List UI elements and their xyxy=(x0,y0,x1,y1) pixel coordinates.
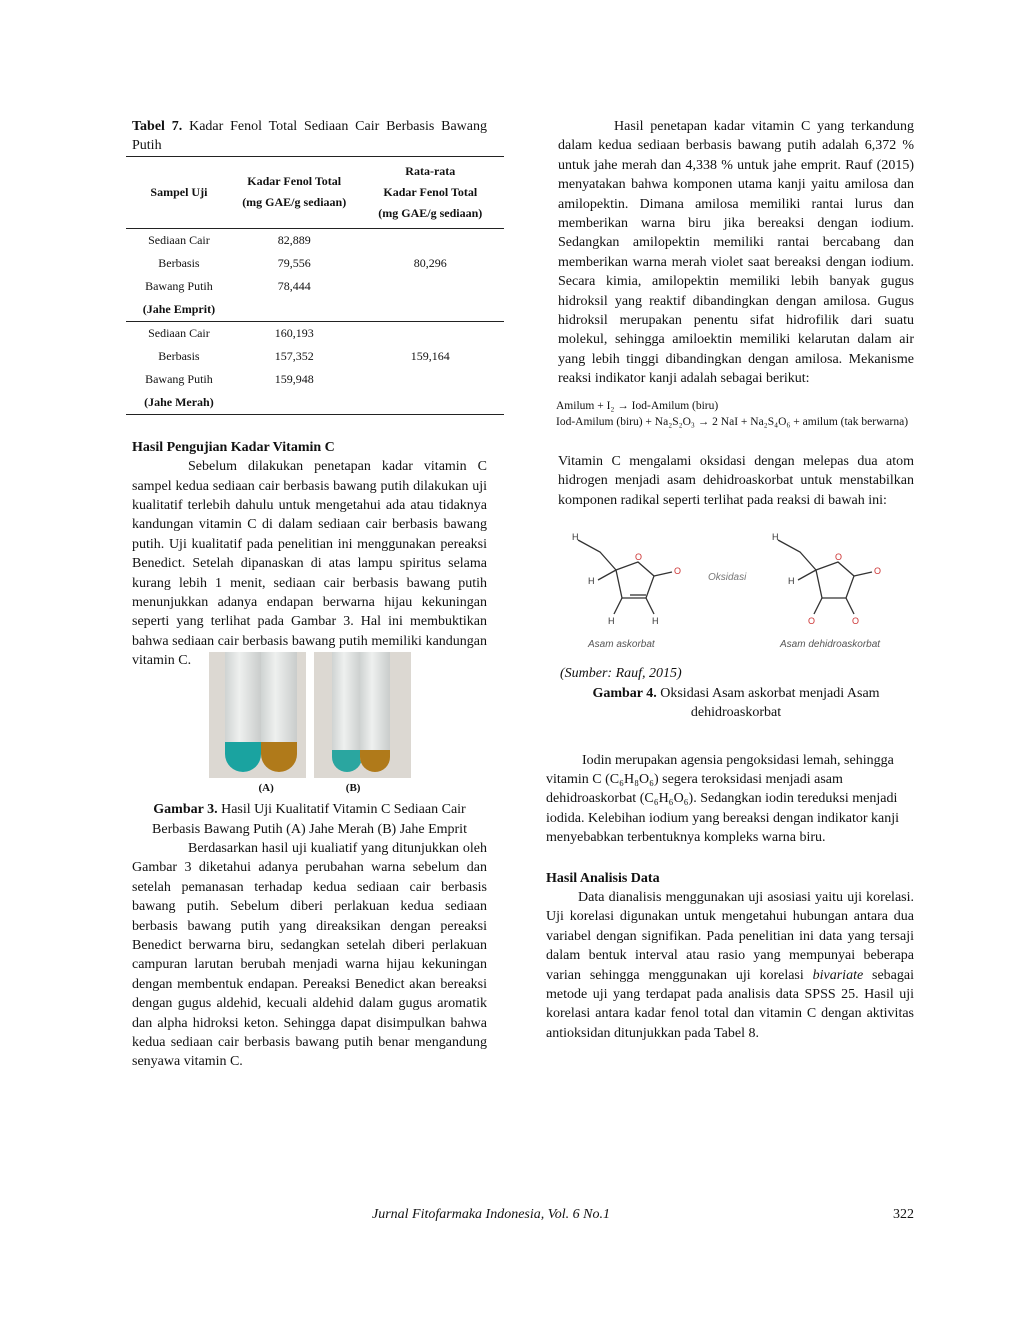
svg-text:O: O xyxy=(874,565,882,576)
header-fenol: Kadar Fenol Total (mg GAE/g sediaan) xyxy=(242,174,347,210)
photo-a-tubes-image xyxy=(209,652,306,778)
svg-text:H: H xyxy=(572,531,579,542)
paragraph: Hasil penetapan kadar vitamin C yang terkandung dalam kedua sediaan berbasis bawang putih adalah 6,372 % untuk jahe merah dan 4,338 % untuk jahe emprit. Rauf (2015) menyatakan bahwa komponen utama kanji yaitu amilosa dan amilopektin. Dimana amilosa memiliki rantai lurus dan memberikan warna biru jika bereaksi dengan iodium. Sedangkan amilopektin memiliki rantai bercabang dan memberikan warna merah violet saat bereaksi dengan iodium. Secara kimia, amilopektin memiliki lebih banyak gugus hidroksil yang reaktif dibandingkan dengan amilosa. Gugus hidroksil merupakan penentu sifat hidrofilik dari suatu molekul, sehingga amiloektin memiliki kelarutan dalam air yang lebih tinggi dibandingkan dengan amilosa. Mekanisme reaksi indikator kanji adalah sebagai berikut: xyxy=(558,119,914,387)
photo-b-tubes-image xyxy=(314,652,411,778)
header-sample: Sampel Uji xyxy=(150,184,208,199)
svg-text:O: O xyxy=(808,615,816,626)
ascorbic-label: Asam askorbat xyxy=(588,638,655,650)
table-row: (Jahe Emprit) xyxy=(126,298,504,322)
table-row: Berbasis 79,556 80,296 xyxy=(158,255,447,270)
svg-text:O: O xyxy=(852,615,860,626)
table-row: (Jahe Merah) xyxy=(126,391,504,415)
left-column xyxy=(132,117,487,1072)
svg-text:H: H xyxy=(608,615,615,626)
svg-text:H: H xyxy=(652,615,659,626)
oxidation-label: Oksidasi xyxy=(708,571,747,583)
paragraph: Sebelum dilakukan penetapan kadar vitamin C sampel kedua sediaan cair berbasis bawang putih dilakukan uji kualitatif terlebih dahulu untuk mengetahui ada atau tidaknya kandungan vitamin C di dalam sediaan cair berbasis bawang putih. Uji kualitatif pada penelitian ini menggunakan pereaksi Benedict. Setelah dipanaskan di atas lampu spiritus selama kurang lebih 1 menit, sediaan cair berbasis bawang putih menunjukkan adanya endapan berwarna hijau kekuningan seperti yang terlihat pada Gambar 3. Hal ini membuktikan bahwa sediaan cair berbasis bawang putih memiliki kandungan vitamin C. xyxy=(132,459,487,669)
table-row: Sediaan Cair 160,193 xyxy=(148,325,314,340)
svg-text:H: H xyxy=(788,575,795,586)
paragraph: Vitamin C mengalami oksidasi dengan melepas dua atom hidrogen menjadi asam dehidroaskorbat untuk menstabilkan komponen radikal seperti terlihat pada reaksi di bawah ini: xyxy=(558,453,914,508)
svg-text:O: O xyxy=(835,551,843,562)
paragraph: Berdasarkan hasil uji kualiatif yang ditunjukkan oleh Gambar 3 diketahui adanya perubahan warna sebelum dan setelah pemanasan terhadap kedua sediaan cair berbasis bawang putih. Sebelum diberi perlakuan kedua sediaan berbasis bawang putih yang direaksikan dengan pereaksi Benedict berwarna biru, sedangkan setelah diberi perlakuan campuran larutan berubah menjadi warna hijau kekuningan dengan membentuk endapan. Pereaksi Benedict akan bereaksi dengan gugus aldehid, kecuali aldehid dalam gugus aromatik dan alpha hidroksi keton. Sehingga dapat disimpulkan bahwa kedua sediaan cair berbasis bawang putih benar mengandung senyawa vitamin C. xyxy=(132,840,487,1070)
figure4-caption: Gambar 4. Oksidasi Asam askorbat menjadi Asam dehidroaskorbat xyxy=(592,685,880,721)
journal-name: Jurnal Fitofarmaka Indonesia, Vol. 6 No.1 xyxy=(372,1207,610,1222)
reaction-equations xyxy=(556,398,914,430)
reaction-2: Iod-Amilum (biru) + Na₂S₂O₃ → 2 NaI + Na₂S₄O₆ + amilum (tak berwarna) xyxy=(556,415,909,428)
table7-caption: Tabel 7. Kadar Fenol Total Sediaan Cair Berbasis Bawang Putih xyxy=(132,119,487,154)
right-column xyxy=(546,117,914,1043)
dehydroascorbic-label: Asam dehidroaskorbat xyxy=(780,638,881,650)
oxidation-structure-diagram xyxy=(558,532,914,652)
heading-vitamin-c: Hasil Pengujian Kadar Vitamin C xyxy=(132,439,335,455)
svg-text:H: H xyxy=(588,575,595,586)
table-row: Sediaan Cair 82,889 xyxy=(148,232,311,247)
svg-text:O: O xyxy=(674,565,682,576)
table-row: Bawang Putih 159,948 xyxy=(145,371,314,386)
table-row: Bawang Putih 78,444 xyxy=(145,278,311,293)
photo-labels: (A) (B) xyxy=(258,781,361,794)
page-number: 322 xyxy=(893,1207,914,1222)
svg-text:H: H xyxy=(772,531,779,542)
figure3-caption: Gambar 3. Hasil Uji Kualitatif Vitamin C Sediaan Cair Berbasis Bawang Putih (A) Jahe Merah (B) Jahe Emprit xyxy=(152,802,467,837)
table7-header-row xyxy=(126,156,504,228)
paragraph: Iodin merupakan agensia pengoksidasi lemah, sehingga vitamin C (C₆H₈O₆) segera teroksidasi menjadi asam dehidroaskorbat (C₆H₆O₆). Sedangkan iodin tereduksi menjadi iodida. Kelebihan iodium yang bereaksi dengan indikator kanji menyebabkan terbentuknya kompleks warna biru. xyxy=(546,752,900,846)
svg-text:O: O xyxy=(635,551,643,562)
paragraph: Data dianalisis menggunakan uji asosiasi yaitu uji korelasi. Uji korelasi digunakan untuk mengetahui hubungan antara dua variabel dengan signifikan. Pada penelitian ini data yang tersaji dalam bentuk interval atau rasio yang mempunyai beberapa varian sehingga menggunakan uji korelasi bivariate sebagai metode uji yang terdapat pada analisis data SPSS 25. Hasil uji korelasi antara kadar fenol total dan vitamin C dengan aktivitas antioksidan ditunjukkan pada Tabel 8. xyxy=(546,889,915,1041)
header-average: Rata-rata Kadar Fenol Total (mg GAE/g sediaan) xyxy=(378,163,483,220)
table7 xyxy=(126,156,504,415)
figure4-source: (Sumber: Rauf, 2015) xyxy=(560,666,682,682)
reaction-1: Amilum + I₂ → Iod-Amilum (biru) xyxy=(556,399,719,412)
table-row: Berbasis 157,352 159,164 xyxy=(158,348,450,363)
heading-data-analysis: Hasil Analisis Data xyxy=(546,870,660,886)
